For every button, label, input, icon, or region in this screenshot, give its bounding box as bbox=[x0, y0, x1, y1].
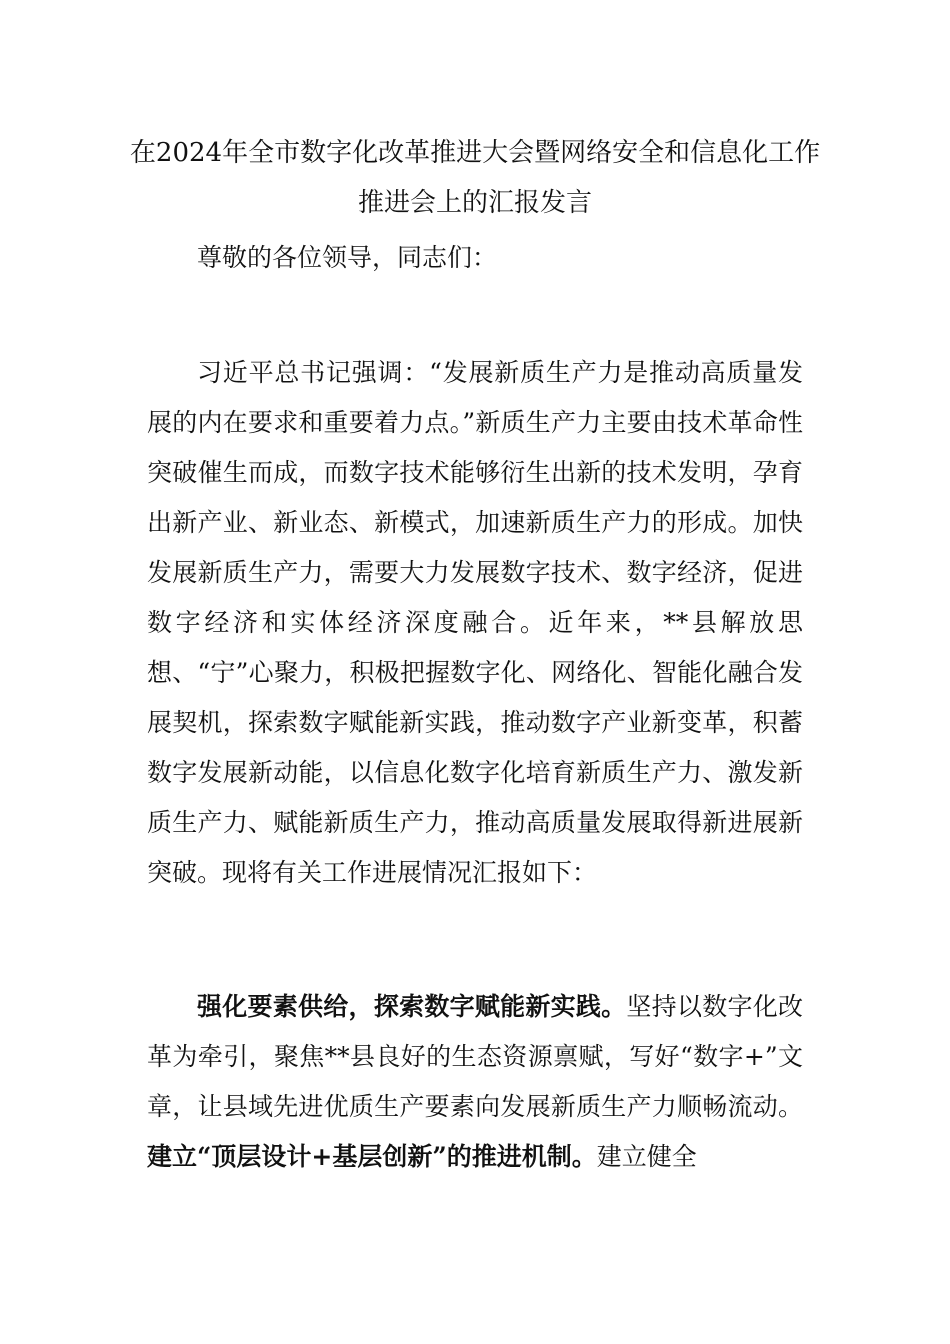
intro-paragraph: 习近平总书记强调：“发展新质生产力是推动高质量发展的内在要求和重要着力点。”新质生产力主要由技术革命性突破催生而成，而数字技术能够衍生出新的技术发明，孕育出新产业、新业态、新模式，加速新质生产力的形成。加快发展新质生产力，需要大力发展数字技术、数字经济，促进数字经济和实体经济深度融合。近年来，**县解放思想、“宁”心聚力，积极把握数字化、网络化、智能化融合发展契机，探索数字赋能新实践，推动数字产业新变革，积蓄数字发展新动能，以信息化数字化培育新质生产力、激发新质生产力、赋能新质生产力，推动高质量发展取得新进展新突破。现将有关工作进展情况汇报如下： bbox=[147, 358, 803, 887]
section-text: 坚持以数字化改革为牵引，聚焦**县良好的生态资源禀赋，写好“数字+”文章，让县域先进优质生产要素向发展新质生产力顺畅流动。 bbox=[147, 992, 803, 1121]
section-heading: 强化要素供给，探索数字赋能新实践。 bbox=[197, 992, 627, 1021]
section-paragraph bbox=[147, 982, 803, 1182]
section-text-continued: 建立健全 bbox=[596, 1142, 697, 1171]
document-title: 在2024年全市数字化改革推进大会暨网络安全和信息化工作推进会上的汇报发言 bbox=[129, 138, 821, 218]
section-subheading: 建立“顶层设计+基层创新”的推进机制。 bbox=[147, 1142, 597, 1171]
greeting-paragraph: 尊敬的各位领导，同志们： bbox=[197, 243, 498, 272]
